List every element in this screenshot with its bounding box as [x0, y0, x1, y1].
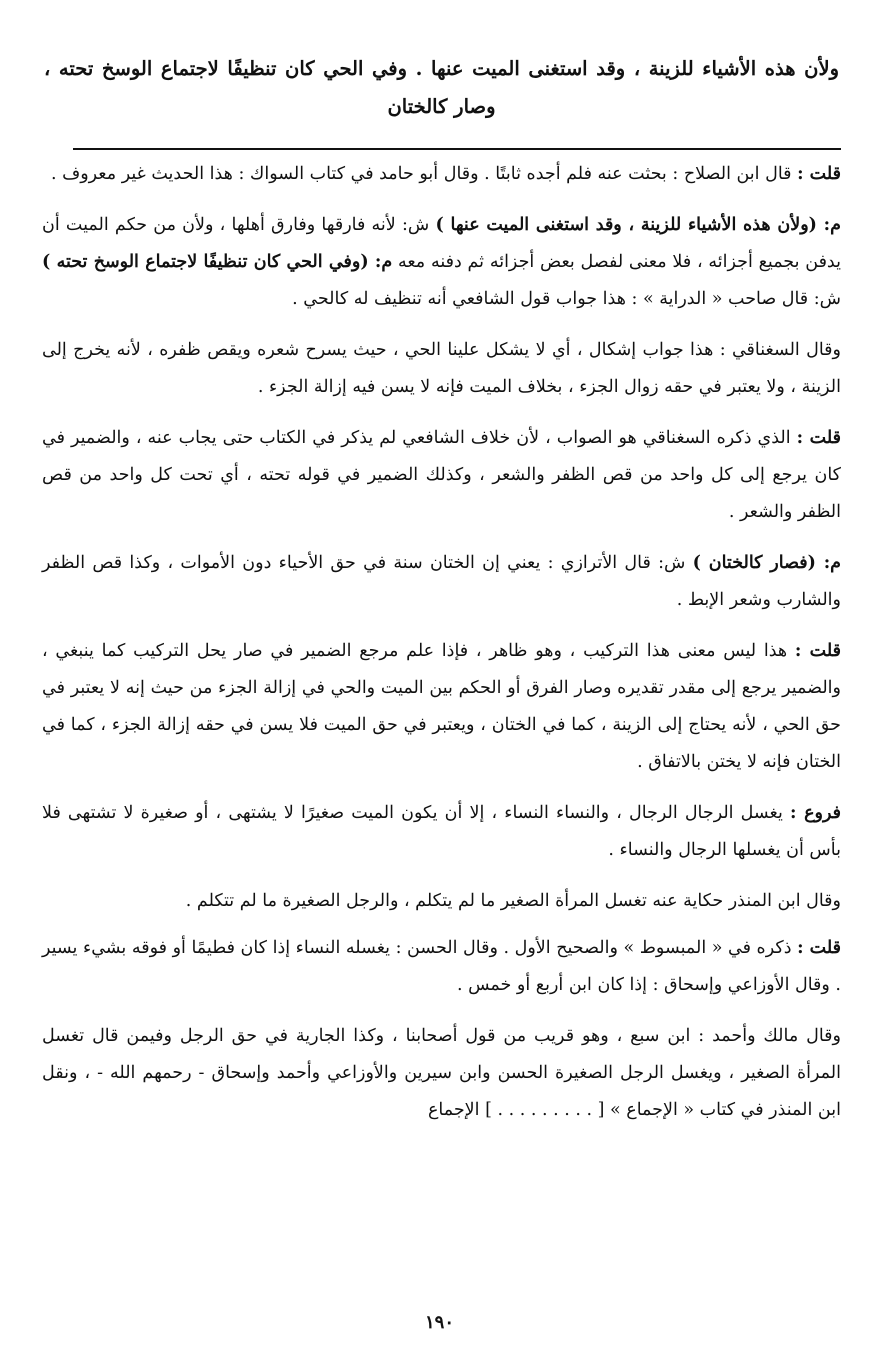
paragraph-5: [42, 545, 841, 619]
paragraph-label: قلت :: [794, 641, 841, 661]
paragraph-4: [42, 420, 841, 531]
paragraph-text: ش: لأنه فارقها وفارق أهلها ، ولأن من حكم الميت أن يدفن بجميع أجزائه ، فلا معنى لفصل بعض أجزائه ثم دفنه معه: [42, 215, 841, 272]
paragraph-label: م: (ولأن هذه الأشياء للزينة ، وقد استغنى الميت عنها ): [435, 215, 841, 235]
paragraph-3: [42, 332, 841, 406]
paragraph-text: ذكره في « المبسوط » والصحيح الأول . وقال الحسن : يغسله النساء إذا كان فطيمًا أو فوقه بشيء يسير . وقال الأوزاعي وإسحاق : إذا كان ابن أربع أو خمس .: [42, 938, 841, 995]
paragraph-8: [42, 883, 841, 920]
matn-header: ولأن هذه الأشياء للزينة ، وقد استغنى الميت عنها . وفي الحي كان تنظيفًا لاجتماع الوسخ تحته ، وصار كالختان: [44, 57, 839, 118]
paragraph-1: [42, 156, 841, 193]
header-divider: [73, 148, 841, 150]
paragraph-label: م: (وفي الحي كان تنظيفًا لاجتماع الوسخ تحته ): [42, 252, 393, 272]
paragraph-label: قلت :: [797, 938, 842, 958]
paragraph-7: [42, 795, 841, 869]
paragraph-6: [42, 633, 841, 781]
commentary-body: [42, 156, 841, 1129]
paragraph-text: ش: قال صاحب « الدراية » : هذا جواب قول الشافعي أنه تنظيف له كالحي .: [292, 289, 841, 309]
page-number: ١٩٠: [424, 1312, 454, 1333]
paragraph-10: [42, 1018, 841, 1129]
paragraph-label: قلت :: [797, 164, 841, 184]
paragraph-text: قال ابن الصلاح : بحثت عنه فلم أجده ثابتًا . وقال أبو حامد في كتاب السواك : هذا الحديث غير معروف .: [50, 164, 798, 184]
paragraph-text: الذي ذكره السغناقي هو الصواب ، لأن خلاف الشافعي لم يذكر في الكتاب حتى يجاب عنه ، والضمير في كان يرجع إلى كل واحد من قص الظفر والشعر ، وكذلك الضمير في قوله تحته ، أي تحت كل واحد من قص الظفر والشعر .: [42, 428, 841, 522]
paragraph-text: وقال ابن المنذر حكاية عنه تغسل المرأة الصغير ما لم يتكلم ، والرجل الصغيرة ما لم تتكلم .: [185, 891, 841, 911]
paragraph-text: هذا ليس معنى هذا التركيب ، وهو ظاهر ، فإذا علم مرجع الضمير في صار يحل التركيب كما ينبغي ، والضمير يرجع إلى مقدر تقديره وصار الفرق أو الحكم بين الميت والحي في إزالة الجزء من حيث إنه لا يعتبر في حق الحي ، لأنه يحتاج إلى الزينة ، كما في الختان ، ويعتبر في حق الميت فلا يسن في حقه إزالة الجزء ، كما في الختان فإنه لا يختن بالاتفاق .: [42, 641, 841, 772]
paragraph-9: [42, 930, 841, 1004]
paragraph-text: وقال مالك وأحمد : ابن سبع ، وهو قريب من قول أصحابنا ، وكذا الجارية في حق الرجل وفيمن قال تغسل المرأة الصغير ، ويغسل الرجل الصغيرة الحسن وابن سيرين والأوزاعي وأحمد وإسحاق - رحمهم الله - ، ونقل ابن المنذر في كتاب « الإجماع » [ . . . . . . . . . ] الإجماع: [42, 1026, 841, 1120]
paragraph-text: يغسل الرجال الرجال ، والنساء النساء ، إلا أن يكون الميت صغيرًا لا يشتهى ، أو صغيرة لا تشتهى فلا بأس أن يغسلها الرجال والنساء .: [42, 803, 841, 860]
paragraph-label: فروع :: [789, 803, 841, 823]
paragraph-label: قلت :: [796, 428, 841, 448]
paragraph-text: ش: قال الأترازي : يعني إن الختان سنة في حق الأحياء دون الأموات ، وكذا قص الظفر والشارب وشعر الإبط .: [42, 553, 841, 610]
paragraph-2: [42, 207, 841, 318]
paragraph-text: وقال السغناقي : هذا جواب إشكال ، أي لا يشكل علينا الحي ، حيث يسرح شعره ويقص ظفره ، لأنه يخرج إلى الزينة ، ولا يعتبر في حقه زوال الجزء ، بخلاف الميت فإنه لا يسن فيه إزالة الجزء .: [42, 340, 841, 397]
paragraph-label: م: (فصار كالختان ): [692, 553, 841, 573]
